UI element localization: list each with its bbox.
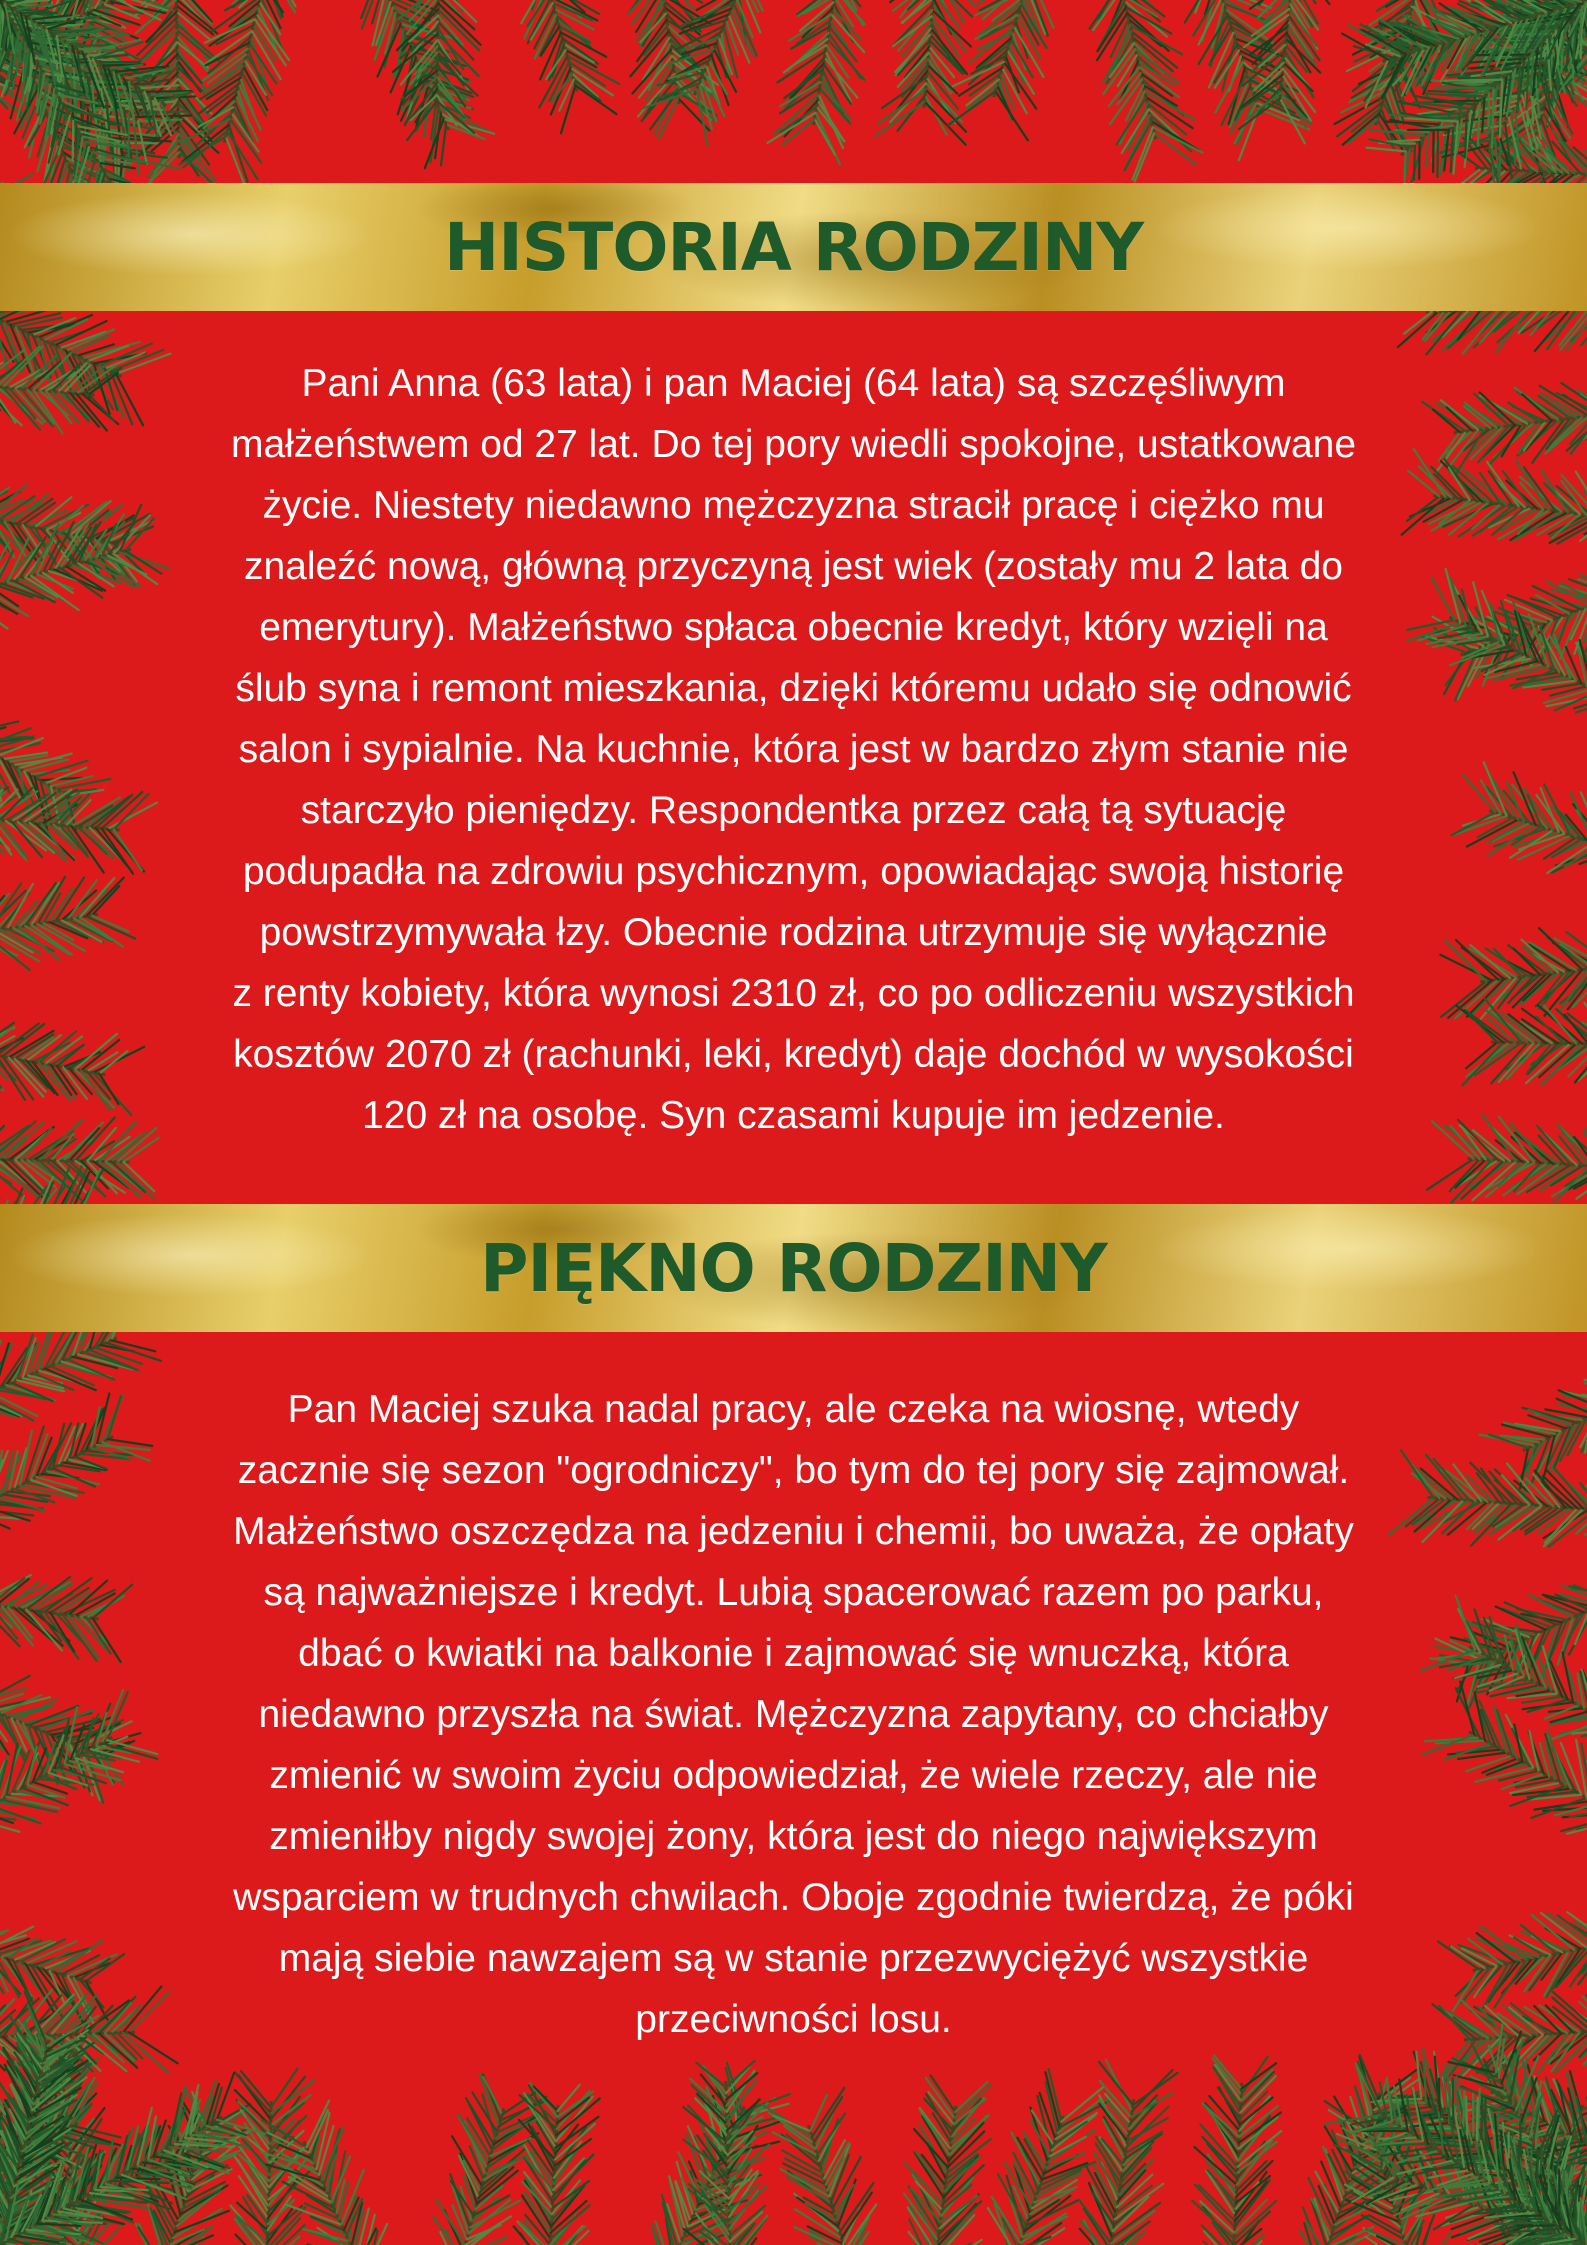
pine-sprig <box>643 0 763 145</box>
pine-sprig <box>1502 0 1587 127</box>
story-line: Małżeństwo oszczędza na jedzeniu i chemii, bo uważa, że opłaty <box>233 1510 1354 1553</box>
pine-sprig <box>393 0 480 140</box>
pine-sprig <box>628 0 720 139</box>
pine-sprig <box>0 0 195 136</box>
pine-sprig <box>231 2069 315 2245</box>
pine-sprig <box>0 292 171 426</box>
pine-sprig <box>0 1394 152 1529</box>
pine-sprig <box>683 2061 769 2245</box>
story-line: przeciwności losu. <box>635 1998 952 2041</box>
story-line: zmieniłby nigdy swojej żony, która jest do niego największym <box>269 1815 1318 1858</box>
pine-sprig <box>1440 0 1587 192</box>
pine-sprig <box>261 2101 387 2245</box>
story-line: salon i sypialnie. Na kuchnie, która jest w bardzo złym stanie nie <box>238 728 1349 771</box>
pine-sprig <box>0 505 169 629</box>
pine-sprig <box>0 0 31 130</box>
pine-sprig <box>1432 1992 1587 2084</box>
pine-sprig <box>1515 2113 1587 2245</box>
pine-sprig <box>1372 2048 1587 2245</box>
story-line: 120 zł na osobę. Syn czasami kupuje im jedzenie. <box>362 1094 1225 1137</box>
story-line: znaleźć nową, główną przyczyną jest wiek (zostały mu 2 lata do <box>243 545 1343 588</box>
pine-sprig <box>904 2075 991 2245</box>
pine-sprig <box>0 2081 21 2245</box>
pine-sprig <box>1466 4 1587 109</box>
pine-sprig <box>1423 1682 1587 1834</box>
pine-sprig <box>1440 928 1587 1019</box>
story-line: małżeństwem od 27 lat. Do tej pory wiedli spokojne, ustatkowane <box>230 423 1357 466</box>
story-text-piekno <box>150 1379 1437 2050</box>
story-line: emerytury). Małżeństwo spłaca obecnie kredyt, który wzięli na <box>259 606 1328 649</box>
pine-sprig <box>1448 2024 1587 2245</box>
story-line: życie. Niestety niedawno mężczyzna stracił pracę i ciężko mu <box>262 484 1325 527</box>
pine-sprig <box>0 877 135 970</box>
pine-sprig <box>1348 0 1587 101</box>
story-line: podupadła na zdrowiu psychicznym, opowiadając swoją historię <box>242 850 1345 893</box>
pine-sprig <box>0 0 180 211</box>
story-line: dbać o kwiatki na balkonie i zajmować się wnuczką, która <box>298 1632 1289 1675</box>
pine-sprig <box>0 346 121 433</box>
pine-sprig <box>0 0 191 175</box>
pine-sprig <box>1422 575 1587 701</box>
story-line: są najważniejsze i kredyt. Lubią spacerować razem po parku, <box>263 1571 1324 1614</box>
pine-sprig <box>1335 0 1445 154</box>
pine-sprig <box>0 2078 122 2189</box>
pine-sprig <box>1451 762 1587 873</box>
pine-sprig <box>0 2021 94 2245</box>
pine-sprig <box>1388 2052 1587 2245</box>
section-title-historia: HISTORIA RODZINY <box>443 208 1144 286</box>
pine-sprig <box>1324 2062 1587 2245</box>
pine-sprig <box>1427 1114 1587 1204</box>
pine-sprig <box>1422 383 1587 475</box>
pine-sprig <box>948 0 1054 140</box>
pine-sprig <box>433 2074 546 2245</box>
pine-sprig <box>20 2024 119 2245</box>
pine-sprig <box>0 1575 132 1662</box>
pine-sprig <box>0 787 157 873</box>
story-text-historia <box>150 353 1437 1146</box>
pine-sprig <box>0 1927 124 2023</box>
pine-sprig <box>1090 0 1203 181</box>
pine-sprig <box>1192 2055 1281 2245</box>
pine-sprig <box>0 1023 144 1115</box>
pine-sprig <box>1495 2071 1587 2245</box>
story-line: Pani Anna (63 lata) i pan Maciej (64 lata) są szczęśliwym <box>301 362 1286 405</box>
pine-sprig <box>1438 1912 1587 2011</box>
pine-sprig <box>136 2088 250 2245</box>
pine-sprig <box>1456 999 1587 1085</box>
pine-sprig <box>1367 0 1587 191</box>
pine-sprig <box>134 0 220 191</box>
pine-sprig <box>763 2088 877 2245</box>
pine-sprig <box>1300 2055 1421 2245</box>
pine-sprig <box>0 1676 140 1803</box>
pine-sprig <box>0 1690 157 1832</box>
pine-sprig <box>876 0 977 145</box>
pine-sprig <box>0 2015 88 2245</box>
pine-sprig <box>0 478 153 585</box>
story-line: niedawno przyszła na świat. Mężczyzna zapytany, co chciałby <box>258 1693 1329 1736</box>
story-line: starczyło pieniędzy. Respondentka przez całą tą sytuację <box>300 789 1287 832</box>
pine-sprig <box>1342 0 1587 108</box>
pine-sprig <box>768 0 865 164</box>
story-line: zmienić w swoim życiu odpowiedział, że wiele rzeczy, ale nie <box>269 1754 1318 1797</box>
pine-sprig <box>988 2069 1110 2245</box>
gold-banner-piekno <box>0 1204 1587 1332</box>
pine-sprig <box>1405 0 1587 174</box>
pine-sprig <box>1185 0 1309 160</box>
story-line: Pan Maciej szuka nadal pracy, ale czeka na wiosnę, wtedy <box>287 1388 1300 1431</box>
pine-sprig <box>652 2063 790 2245</box>
pine-sprig <box>49 0 165 151</box>
pine-sprig <box>1325 2078 1451 2245</box>
story-line: wsparciem w trudnych chwilach. Oboje zgodnie twierdzą, że póki <box>233 1876 1354 1919</box>
pine-sprig <box>1421 1596 1587 1739</box>
pine-sprig <box>514 2083 600 2245</box>
pine-sprig <box>0 2107 230 2245</box>
section-title-piekno: PIĘKNO RODZINY <box>480 1229 1107 1307</box>
pine-sprig <box>1491 0 1587 185</box>
pine-sprig <box>1352 2134 1587 2245</box>
story-line: powstrzymywała łzy. Obecnie rodzina utrzymuje się wyłącznie <box>259 911 1328 954</box>
pine-sprig <box>1238 0 1329 143</box>
pine-sprig <box>361 0 494 168</box>
story-line: z renty kobiety, która wynosi 2310 zł, co po odliczeniu wszystkich <box>232 972 1355 1015</box>
story-line: zacznie się sezon "ogrodniczy", bo tym do tej pory się zajmował. <box>237 1449 1350 1492</box>
pine-sprig <box>1079 2060 1178 2245</box>
gold-banner-historia <box>0 183 1587 311</box>
story-line: kosztów 2070 zł (rachunki, leki, kredyt) daje dochód w wysokości <box>233 1033 1354 1076</box>
pine-sprig <box>0 1991 98 2245</box>
pine-sprig <box>0 0 173 88</box>
pine-sprig <box>1430 1585 1587 1707</box>
story-line: mają siebie nawzajem są w stanie przezwyciężyć wszystkie <box>278 1937 1309 1980</box>
pine-sprig <box>1442 2043 1587 2166</box>
pine-sprig <box>521 0 619 133</box>
pine-sprig <box>0 1117 159 1200</box>
pine-sprig <box>1466 2192 1587 2245</box>
pine-sprig <box>0 721 110 841</box>
pine-sprig <box>179 0 295 187</box>
pine-sprig <box>0 2073 265 2245</box>
story-line: ślub syna i remont mieszkania, dzięki któremu udało się odnowić <box>235 667 1352 710</box>
pine-sprig <box>1479 1380 1587 1499</box>
